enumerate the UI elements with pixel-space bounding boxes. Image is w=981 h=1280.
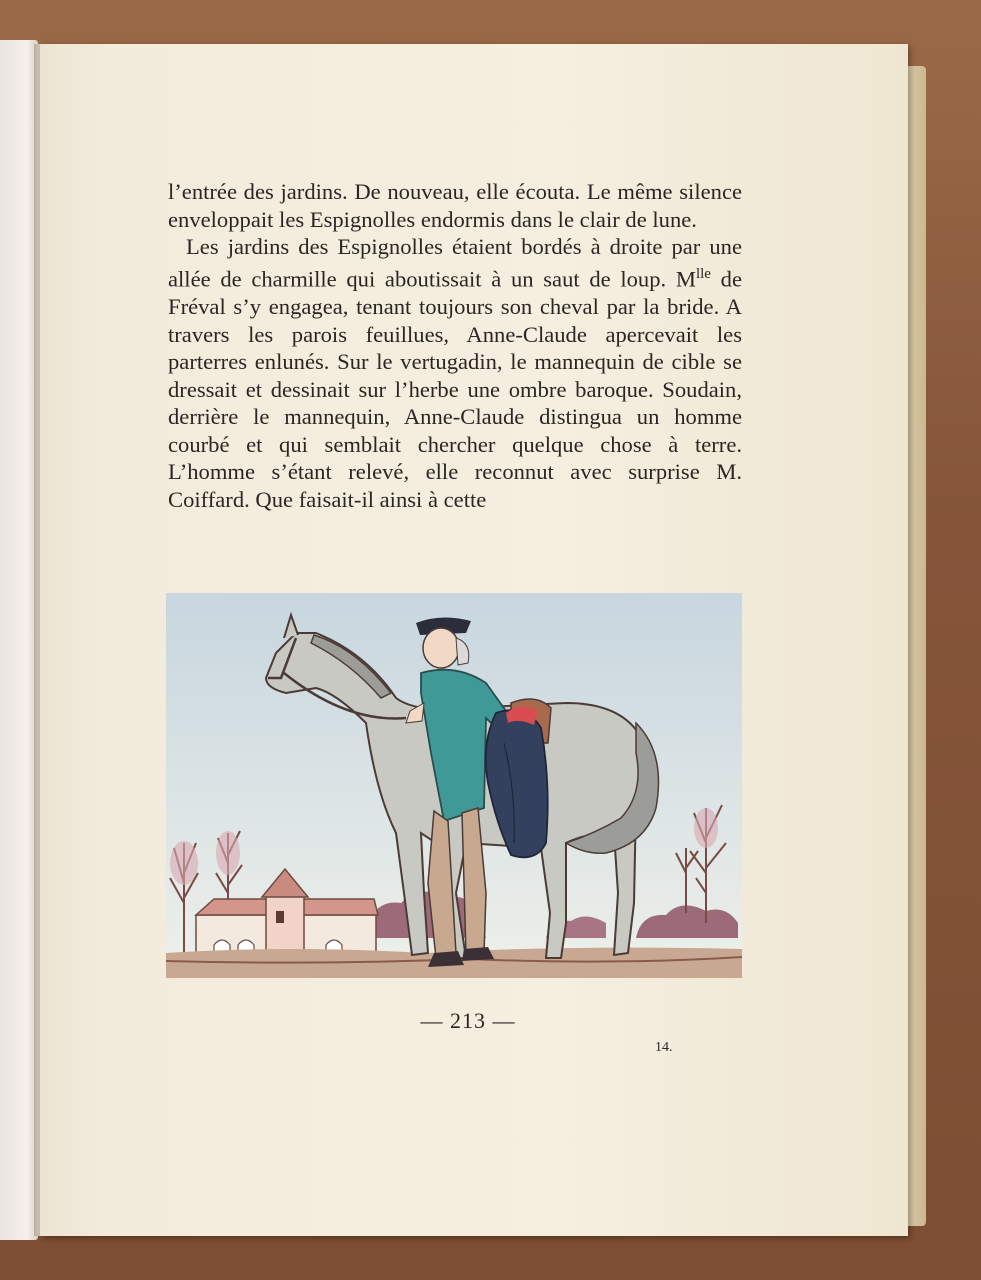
paragraph-1: l’entrée des jardins. De nouveau, elle écouta. Le même silence enveloppait les Espignolles endormis dans le clair de lune.: [168, 179, 742, 232]
signature-mark: 14.: [655, 1040, 673, 1055]
body-text: [168, 178, 742, 514]
paragraph-2-start: Les jardins des Espignolles étaient bordés à droite par une allée de charmille qui aboutissait à un saut de loup. M: [168, 234, 742, 292]
page-number: — 213 —: [420, 1008, 516, 1033]
superscript-lle: lle: [695, 265, 711, 282]
horse-and-rider-illustration: [166, 593, 742, 978]
paragraph-2: [168, 233, 742, 513]
left-page-edge: [0, 40, 38, 1240]
paragraph-2-end: de Fréval s’y engagea, tenant toujours son cheval par la bride. A travers les parois feuillues, Anne-Claude apercevait les parterres enlunés. Sur le vertugadin, le mannequin de cible se dressait et dessinait sur l’herbe une ombre baroque. Soudain, derrière le mannequin, Anne-Claude distingua un homme courbé et qui semblait chercher quelque chose à terre. L’homme s’étant relevé, elle reconnut avec surprise M. Coiffard. Que faisait-il ainsi à cette: [168, 266, 742, 513]
